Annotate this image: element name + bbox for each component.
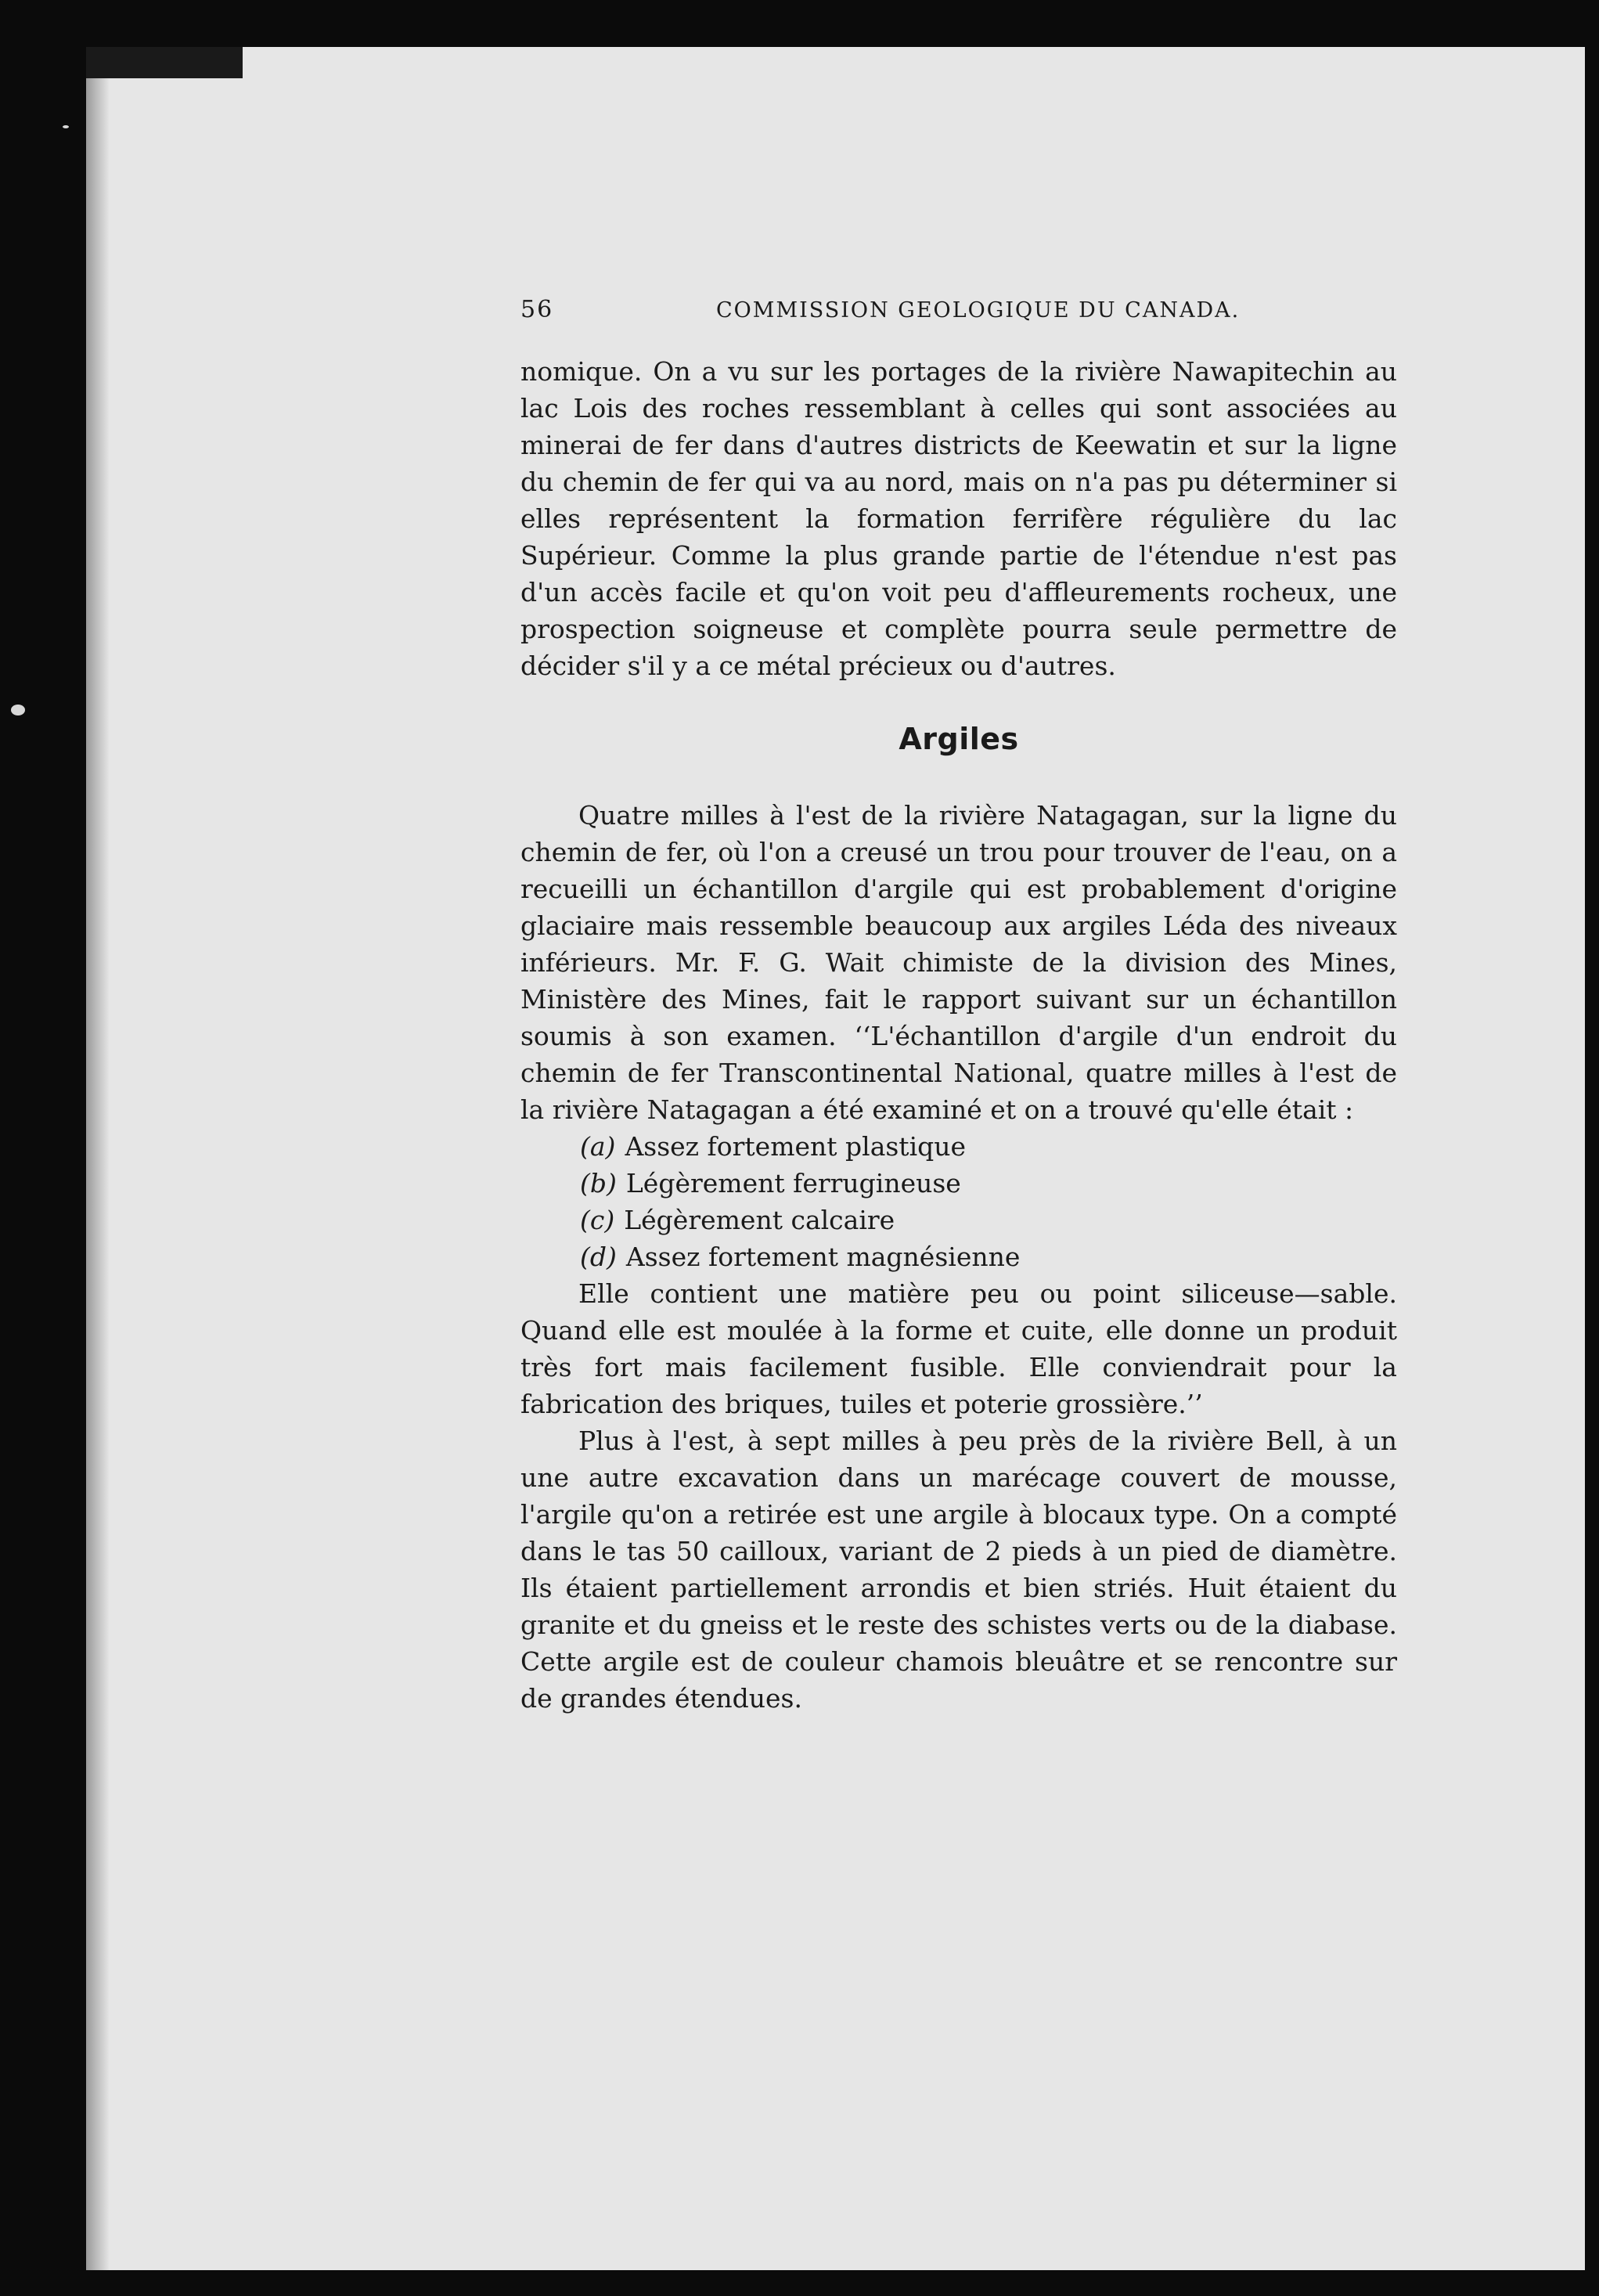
list-marker: (d)	[580, 1242, 617, 1272]
property-list	[520, 1128, 1397, 1275]
page-number: 56	[520, 296, 554, 323]
running-title: COMMISSION GEOLOGIQUE DU CANADA.	[716, 298, 1241, 323]
page-edge-shadow	[86, 47, 110, 2270]
list-item-text: Assez fortement magnésienne	[625, 1242, 1021, 1272]
list-item	[580, 1128, 1397, 1165]
scan-speck	[11, 705, 25, 715]
page-content	[520, 296, 1397, 1717]
list-marker: (b)	[580, 1168, 617, 1198]
page-corner-dark	[86, 47, 243, 78]
list-item	[580, 1238, 1397, 1275]
running-header	[520, 296, 1397, 323]
list-item	[580, 1202, 1397, 1238]
paragraph-final: Plus à l'est, à sept milles à peu près de la rivière Bell, à un une autre excavation dans un marécage couvert de mousse, l'argile qu'on a retirée est une argile à blocaux type. On a compté dans le tas 50 cailloux, variant de 2 pieds à un pied de diamètre. Ils étaient partiellement arrondis et bien striés. Huit étaient du granite et du gneiss et le reste des schistes verts ou de la diabase. Cette argile est de couleur chamois bleuâtre et se rencontre sur de grandes étendues.	[520, 1426, 1397, 1714]
list-item-text: Légèrement ferrugineuse	[625, 1168, 961, 1198]
paragraph-intro: Quatre milles à l'est de la rivière Natagagan, sur la ligne du chemin de fer, où l'on a creusé un trou pour trouver de l'eau, on a recueilli un échantillon d'argile qui est probablement d'origine glaciaire mais ressemble beaucoup aux argiles Léda des niveaux inférieurs. Mr. F. G. Wait chimiste de la division des Mines, Ministère des Mines, fait le rapport suivant sur un échantillon soumis à son examen. ‘‘L'échantillon d'argile d'un endroit du chemin de fer Transcontinental National, quatre milles à l'est de la rivière Natagagan a été examiné et on a trouvé qu'elle était :	[520, 800, 1397, 1125]
scan-speck	[63, 125, 69, 128]
list-item-text: Légèrement calcaire	[624, 1205, 895, 1235]
section-title: Argiles	[899, 722, 1019, 756]
list-item	[580, 1165, 1397, 1202]
list-item-text: Assez fortement plastique	[625, 1131, 967, 1162]
paragraph-continuation: nomique. On a vu sur les portages de la rivière Nawapitechin au lac Lois des roches ressemblant à celles qui sont associées au minerai de fer dans d'autres districts de Keewatin et sur la ligne du chemin de fer qui va au nord, mais on n'a pas pu déterminer si elles représentent la formation ferrifère régulière du lac Supérieur. Comme la plus grande partie de l'étendue n'est pas d'un accès facile et qu'on voit peu d'affleurements rocheux, une prospection soigneuse et complète pourra seule permettre de décider s'il y a ce métal précieux ou d'autres.	[520, 356, 1397, 681]
list-marker: (a)	[580, 1131, 616, 1162]
list-marker: (c)	[580, 1205, 615, 1235]
paragraph-quote-end: Elle contient une matière peu ou point siliceuse—sable. Quand elle est moulée à la forme et cuite, elle donne un produit très fort mais facilement fusible. Elle conviendrait pour la fabrication des briques, tuiles et poterie grossière.’’	[520, 1278, 1397, 1419]
